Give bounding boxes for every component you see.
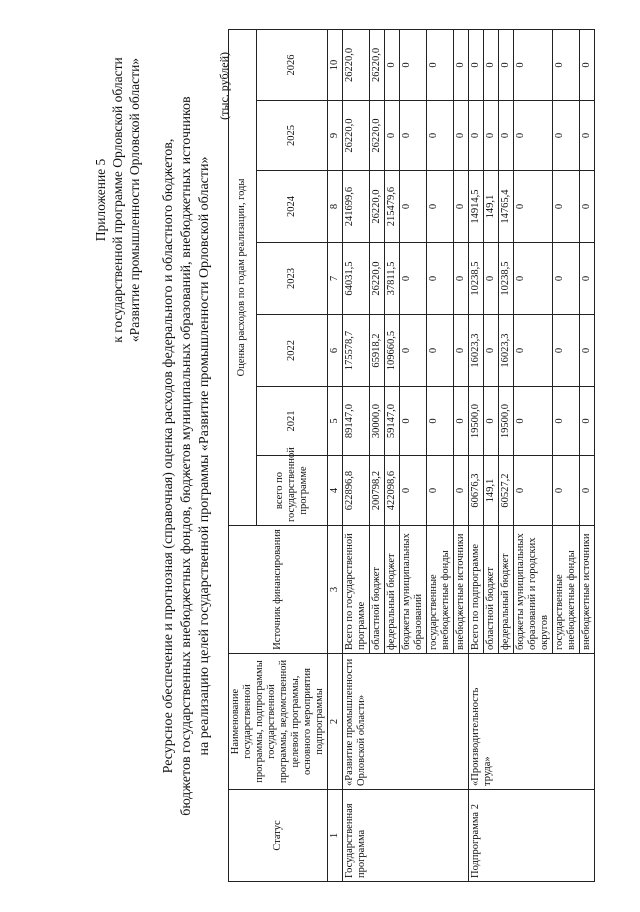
value-cell: 0 xyxy=(454,171,469,243)
header-year: 2026 xyxy=(256,29,328,100)
value-cell: 0 xyxy=(454,243,469,315)
value-cell: 0 xyxy=(553,243,580,315)
value-cell: 0 xyxy=(553,315,580,387)
value-cell: 149,1 xyxy=(484,456,499,526)
column-number: 10 xyxy=(328,29,343,100)
value-cell: 65918,2 xyxy=(370,315,385,387)
status-cell: Государственная программа xyxy=(343,790,469,882)
value-cell: 0 xyxy=(580,171,595,243)
value-cell: 0 xyxy=(454,387,469,456)
value-cell: 0 xyxy=(400,456,427,526)
funding-source-cell: Всего по подпрограмме xyxy=(469,526,484,654)
title-line-1: Ресурсное обеспечение и прогнозная (справочная) оценка расходов федерального и областного бюджетов, xyxy=(161,138,176,774)
value-cell: 0 xyxy=(553,101,580,171)
program-name-cell: «Развитие промышленности Орловской области» xyxy=(343,654,469,790)
value-cell: 14765,4 xyxy=(499,171,514,243)
value-cell: 0 xyxy=(484,101,499,171)
value-cell: 0 xyxy=(454,101,469,171)
title-line-3: на реализацию целей государственной программы «Развитие промышленности Орловской области» xyxy=(197,156,212,756)
program-name-cell: «Производительность труда» xyxy=(469,654,595,790)
header-estimate: Оценка расходов по годам реализации, годы xyxy=(229,29,257,525)
value-cell: 59147,0 xyxy=(385,387,400,456)
value-cell: 10238,5 xyxy=(499,243,514,315)
column-number-row xyxy=(328,29,343,881)
value-cell: 0 xyxy=(400,101,427,171)
funding-source-cell: федеральный бюджет xyxy=(385,526,400,654)
unit-label: (тыс. рублей) xyxy=(217,52,231,120)
appendix-block xyxy=(92,30,143,370)
value-cell: 0 xyxy=(400,387,427,456)
value-cell: 0 xyxy=(553,456,580,526)
value-cell: 0 xyxy=(514,243,553,315)
column-number: 7 xyxy=(328,243,343,315)
appendix-line-2: к государственной программе Орловской области xyxy=(110,57,125,343)
column-number: 2 xyxy=(328,654,343,790)
header-source: Источник финансирования xyxy=(229,526,328,654)
value-cell: 0 xyxy=(484,315,499,387)
value-cell: 60527,2 xyxy=(499,456,514,526)
title-line-2: бюджетов государственных внебюджетных фондов, бюджетов муниципальных образований, внебюджетных источников xyxy=(179,96,194,816)
funding-table xyxy=(228,29,595,882)
value-cell: 0 xyxy=(514,171,553,243)
funding-source-cell: государственные внебюджетные фонды xyxy=(553,526,580,654)
header-year: 2025 xyxy=(256,101,328,171)
header-year: 2021 xyxy=(256,387,328,456)
value-cell: 241699,6 xyxy=(343,171,370,243)
appendix-line-1: Приложение 5 xyxy=(93,158,108,242)
table-body xyxy=(343,29,595,881)
value-cell: 149,1 xyxy=(484,171,499,243)
value-cell: 30000,0 xyxy=(370,387,385,456)
header-year: 2023 xyxy=(256,243,328,315)
column-number: 3 xyxy=(328,526,343,654)
value-cell: 0 xyxy=(514,315,553,387)
column-number: 8 xyxy=(328,171,343,243)
funding-source-cell: внебюджетные источники xyxy=(580,526,595,654)
value-cell: 0 xyxy=(400,315,427,387)
value-cell: 19500,0 xyxy=(469,387,484,456)
value-cell: 26220,0 xyxy=(370,29,385,100)
column-number: 1 xyxy=(328,790,343,882)
funding-source-cell: бюджеты муниципальных образований и городских округов xyxy=(514,526,553,654)
value-cell: 0 xyxy=(427,29,454,100)
value-cell: 0 xyxy=(484,387,499,456)
value-cell: 0 xyxy=(580,29,595,100)
value-cell: 10238,5 xyxy=(469,243,484,315)
value-cell: 0 xyxy=(499,29,514,100)
value-cell: 16023,3 xyxy=(499,315,514,387)
value-cell: 26220,0 xyxy=(370,101,385,171)
value-cell: 0 xyxy=(499,101,514,171)
status-cell: Подпрограмма 2 xyxy=(469,790,595,882)
value-cell: 89147,0 xyxy=(343,387,370,456)
value-cell: 109660,5 xyxy=(385,315,400,387)
value-cell: 0 xyxy=(454,29,469,100)
value-cell: 0 xyxy=(427,456,454,526)
value-cell: 215479,6 xyxy=(385,171,400,243)
value-cell: 0 xyxy=(553,29,580,100)
funding-source-cell: государственные внебюджетные фонды xyxy=(427,526,454,654)
value-cell: 422098,6 xyxy=(385,456,400,526)
value-cell: 0 xyxy=(580,387,595,456)
funding-source-cell: федеральный бюджет xyxy=(499,526,514,654)
value-cell: 26220,0 xyxy=(343,101,370,171)
column-number: 6 xyxy=(328,315,343,387)
value-cell: 0 xyxy=(427,387,454,456)
value-cell: 0 xyxy=(469,101,484,171)
value-cell: 60676,3 xyxy=(469,456,484,526)
document-title xyxy=(160,10,214,902)
value-cell: 26220,0 xyxy=(370,243,385,315)
header-name: Наименование государственной программы, подпрограммы государственной программы, ведомственной целевой программы, основного мероприятия подпрограммы xyxy=(229,654,328,790)
value-cell: 0 xyxy=(454,456,469,526)
value-cell: 0 xyxy=(385,101,400,171)
value-cell: 0 xyxy=(580,456,595,526)
value-cell: 0 xyxy=(400,29,427,100)
header-total: всего по государственной программе xyxy=(256,456,328,526)
value-cell: 0 xyxy=(427,171,454,243)
value-cell: 64031,5 xyxy=(343,243,370,315)
header-year: 2022 xyxy=(256,315,328,387)
value-cell: 26220,0 xyxy=(343,29,370,100)
column-number: 5 xyxy=(328,387,343,456)
value-cell: 200798,2 xyxy=(370,456,385,526)
funding-source-cell: областной бюджет xyxy=(370,526,385,654)
value-cell: 0 xyxy=(400,171,427,243)
funding-source-cell: внебюджетные источники xyxy=(454,526,469,654)
appendix-line-3: «Развитие промышленности Орловской области» xyxy=(127,57,142,343)
column-number: 9 xyxy=(328,101,343,171)
value-cell: 37811,5 xyxy=(385,243,400,315)
value-cell: 0 xyxy=(514,101,553,171)
value-cell: 0 xyxy=(580,101,595,171)
funding-source-cell: бюджеты муниципальных образований xyxy=(400,526,427,654)
table-row xyxy=(469,29,484,881)
value-cell: 0 xyxy=(427,315,454,387)
value-cell: 0 xyxy=(553,171,580,243)
funding-source-cell: областной бюджет xyxy=(484,526,499,654)
value-cell: 19500,0 xyxy=(499,387,514,456)
value-cell: 0 xyxy=(553,387,580,456)
value-cell: 14914,5 xyxy=(469,171,484,243)
value-cell: 0 xyxy=(427,101,454,171)
value-cell: 26220,0 xyxy=(370,171,385,243)
funding-source-cell: Всего по государственной программе xyxy=(343,526,370,654)
table-row xyxy=(343,29,370,881)
value-cell: 0 xyxy=(400,243,427,315)
value-cell: 0 xyxy=(484,29,499,100)
value-cell: 622896,8 xyxy=(343,456,370,526)
value-cell: 0 xyxy=(385,29,400,100)
value-cell: 0 xyxy=(514,29,553,100)
value-cell: 0 xyxy=(454,315,469,387)
value-cell: 16023,3 xyxy=(469,315,484,387)
column-number: 4 xyxy=(328,456,343,526)
header-status: Статус xyxy=(229,790,328,882)
value-cell: 0 xyxy=(580,243,595,315)
value-cell: 0 xyxy=(514,456,553,526)
value-cell: 0 xyxy=(427,243,454,315)
value-cell: 175578,7 xyxy=(343,315,370,387)
value-cell: 0 xyxy=(580,315,595,387)
value-cell: 0 xyxy=(514,387,553,456)
value-cell: 0 xyxy=(469,29,484,100)
header-year: 2024 xyxy=(256,171,328,243)
value-cell: 0 xyxy=(484,243,499,315)
